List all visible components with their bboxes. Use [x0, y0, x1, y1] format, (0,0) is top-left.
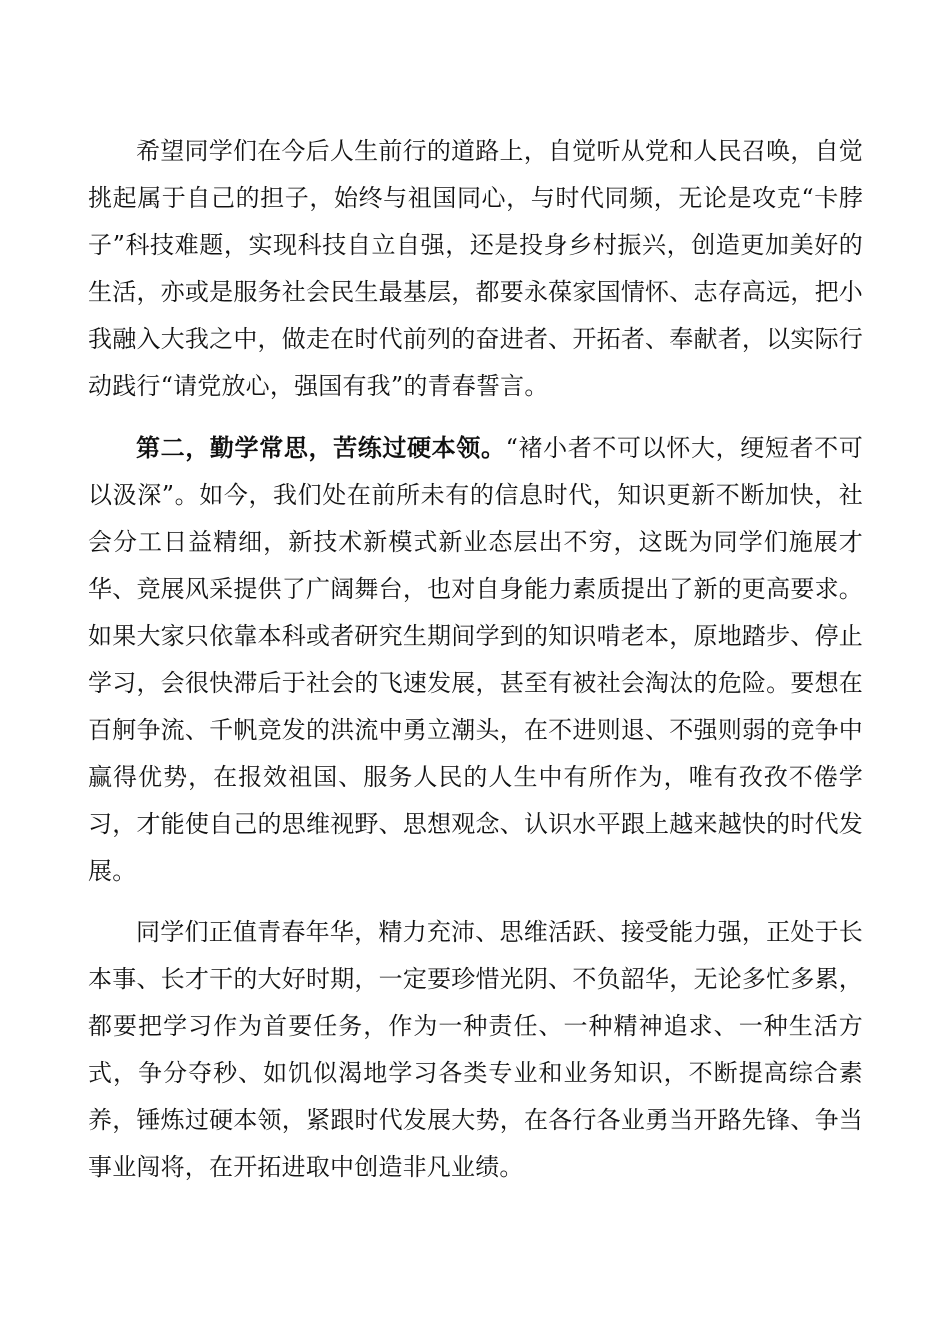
paragraph-3-text: 同学们正值青春年华，精力充沛、思维活跃、接受能力强，正处于长本事、长才干的大好时期，一定要珍惜光阴、不负韶华，无论多忙多累，都要把学习作为首要任务，作为一种责任、一种精神追求、一种生活方式，争分夺秒、如饥似渴地学习各类专业和业务知识，不断提高综合素养，锤炼过硬本领，紧跟时代发展大势，在各行各业勇当开路先锋、争当事业闯将，在开拓进取中创造非凡业绩。 [88, 918, 863, 1181]
document-body [88, 128, 863, 1191]
paragraph-3 [88, 909, 863, 1191]
paragraph-2 [88, 424, 863, 895]
paragraph-2-heading: 第二，勤学常思，苦练过硬本领。 [136, 433, 506, 462]
paragraph-spacer [88, 895, 863, 909]
paragraph-1 [88, 128, 863, 410]
paragraph-2-text: “褚小者不可以怀大，绠短者不可以汲深”。如今，我们处在前所未有的信息时代，知识更新不断加快，社会分工日益精细，新技术新模式新业态层出不穷，这既为同学们施展才华、竞展风采提供了广阔舞台，也对自身能力素质提出了新的更高要求。如果大家只依靠本科或者研究生期间学到的知识啃老本，原地踏步、停止学习，会很快滞后于社会的飞速发展，甚至有被社会淘汰的危险。要想在百舸争流、千帆竞发的洪流中勇立潮头，在不进则退、不强则弱的竞争中赢得优势，在报效祖国、服务人民的人生中有所作为，唯有孜孜不倦学习，才能使自己的思维视野、思想观念、认识水平跟上越来越快的时代发展。 [88, 434, 863, 885]
paragraph-spacer [88, 410, 863, 424]
paragraph-1-text: 希望同学们在今后人生前行的道路上，自觉听从党和人民召唤，自觉挑起属于自己的担子，始终与祖国同心，与时代同频，无论是攻克“卡脖子”科技难题，实现科技自立自强，还是投身乡村振兴，创造更加美好的生活，亦或是服务社会民生最基层，都要永葆家国情怀、志存高远，把小我融入大我之中，做走在时代前列的奋进者、开拓者、奉献者，以实际行动践行“请党放心，强国有我”的青春誓言。 [88, 137, 863, 400]
